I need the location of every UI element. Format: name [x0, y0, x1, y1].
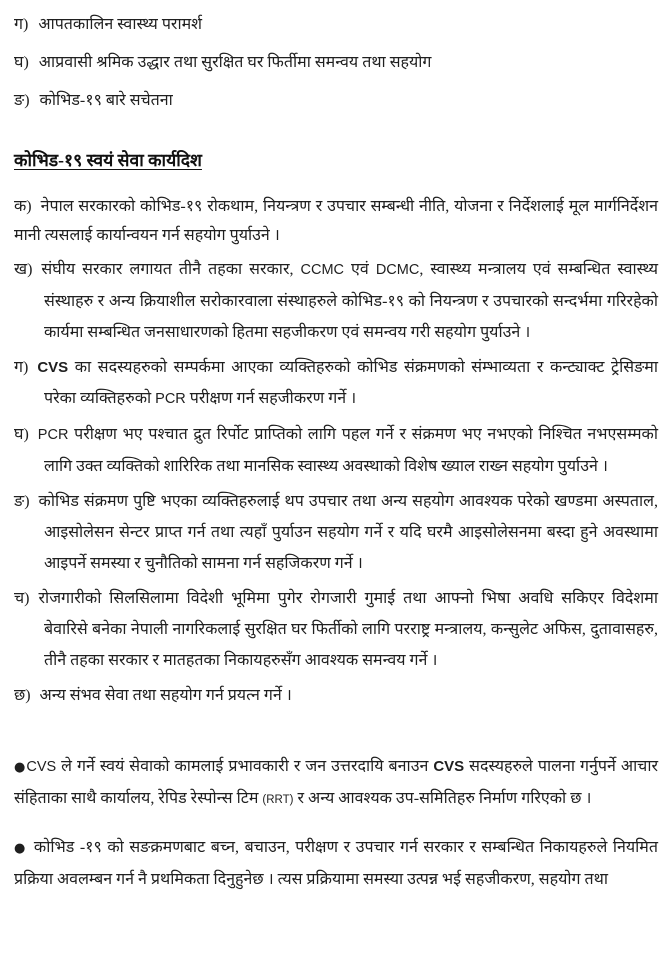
section-heading: कोभिड-१९ स्वयं सेवा कार्यदिश: [14, 150, 202, 170]
note-text-part: सदस्यहरुले पालना गर्नुपर्ने आचार संहिताका साथै कार्यालय, रेपिड रेस्पोन्स टिम: [14, 758, 659, 807]
item-text-part: परीक्षण गर्न सहजीकरण गर्ने ।: [185, 390, 357, 407]
item-marker: क): [14, 198, 32, 215]
bullet-icon: ●: [14, 760, 27, 775]
service-item-ga: [14, 14, 658, 36]
bullet-icon: ●: [14, 841, 27, 856]
item-marker: ख): [14, 261, 33, 278]
service-item-nga: [14, 90, 658, 112]
directive-item-ga: [14, 352, 658, 415]
directive-item-chha: [14, 680, 658, 711]
directive-item-gha: [14, 419, 658, 482]
acronym-rrt: (RRT): [262, 794, 294, 806]
item-text-part: एवं: [344, 261, 376, 278]
item-text-part: परीक्षण भए पश्चात द्रुत रिर्पोट प्राप्तिको लागि पहल गर्ने र संक्रमण भए नभएको निश्चित नभएसम्मको लागि उक्त व्यक्तिको शारिरिक तथा मानसिक स्वास्थ्य अवस्थाको विशेष ख्याल राख्न सहयोग पुर्याउने ।: [44, 426, 658, 475]
acronym-dcmc: DCMC: [375, 262, 420, 278]
service-list: [14, 14, 658, 112]
item-marker: च): [14, 590, 30, 607]
item-marker: ग): [14, 359, 29, 376]
service-item-gha: [14, 52, 658, 74]
item-text: नेपाल सरकारको कोभिड-१९ रोकथाम, नियन्त्रण र उपचार सम्बन्धी नीति, योजना र निर्देशलाई मूल मार्गनिर्देशन मानी त्यसलाई कार्यान्वयन गर्न सहयोग पुर्याउने ।: [14, 198, 658, 244]
acronym-pcr: PCR: [37, 427, 69, 443]
item-marker: घ): [14, 426, 29, 443]
item-marker: ङ): [14, 92, 30, 109]
item-text-part: का सदस्यहरुको सम्पर्कमा आएका व्यक्तिहरुको कोभिड संक्रमणको संम्भाव्यता र कन्ट्याक्ट ट्रेसिङमा परेका व्यक्तिहरुको: [44, 359, 658, 407]
directive-item-nga: [14, 486, 658, 579]
item-text: कोभिड संक्रमण पुष्टि भएका व्यक्तिहरुलाई थप उपचार तथा अन्य सहयोग आवश्यक परेको खण्डमा अस्पताल, आइसोलेसन सेन्टर प्राप्त गर्न तथा त्यहाँ पुर्याउन सहयोग गर्ने र यदि घरमै आइसोलेसनमा बस्दा हुने अवस्थामा आइपर्ने समस्या र चुनौतिको सामना गर्न सहजिकरण गर्ने ।: [38, 493, 658, 572]
note-bullet-2: [14, 832, 658, 895]
note-text: कोभिड -१९ को सङक्रमणबाट बच्न, बचाउन, परीक्षण र उपचार गर्न सरकार र सम्बन्धित निकायहरुले नियमित प्रक्रिया अवलम्बन गर्न नै प्रथमिकता दिनुहुनेछ । त्यस प्रक्रियामा समस्या उत्पन्न भई सहजीकरण, सहयोग तथा: [14, 839, 658, 888]
item-text-part: , स्वास्थ्य मन्त्रालय एवं सम्बन्धित स्वास्थ्य संस्थाहरु र अन्य क्रियाशील सरोकारवाला संस्थाहरुले कोभिड-१९ को नियन्त्रण र उपचारको सन्दर्भमा गरिरहेको कार्यमा सम्बन्धित जनसाधारणको हितमा सहजीकरण एवं समन्वय गरी सहयोग पुर्याउने ।: [44, 261, 658, 341]
item-text: रोजगारीको सिलसिलामा विदेशी भूमिमा पुगेर रोगजारी गुमाई तथा आफ्नो भिषा अवधि सकिएर विदेशमा बेवारिसे बनेका नेपाली नागरिकलाई सुरक्षित घर फिर्तीको लागि परराष्ट्र मन्त्रालय, कन्सुलेट अफिस, दुतावासहरु, तीनै तहका सरकार र मातहतका निकायहरुसँग आवश्यक समन्वय गर्ने ।: [38, 590, 658, 669]
directive-item-kha: [14, 254, 658, 348]
directive-item-ka: [14, 192, 658, 250]
item-text: अन्य संभव सेवा तथा सहयोग गर्न प्रयत्न गर्ने ।: [39, 687, 292, 704]
directive-item-cha: [14, 583, 658, 676]
note-text-part: र अन्य आवश्यक उप-समितिहरु निर्माण गरिएको छ ।: [293, 790, 592, 807]
item-marker: ङ): [14, 493, 30, 510]
item-text: आप्रवासी श्रमिक उद्धार तथा सुरक्षित घर फिर्तीमा समन्वय तथा सहयोग: [38, 54, 432, 71]
item-marker: घ): [14, 54, 29, 71]
acronym-cvs: CVS: [26, 759, 57, 775]
acronym-cvs: CVS: [37, 359, 69, 376]
acronym-cvs: CVS: [433, 758, 465, 775]
item-marker: ग): [14, 16, 29, 33]
note-text-part: ले गर्ने स्वयं सेवाको कामलाई प्रभावकारी र जन उत्तरदायि बनाउन: [56, 758, 434, 775]
item-marker: छ): [14, 687, 31, 704]
item-text: आपतकालिन स्वास्थ्य परामर्श: [38, 16, 203, 33]
acronym-ccmc: CCMC: [300, 262, 345, 278]
acronym-pcr: PCR: [155, 391, 186, 407]
item-text: कोभिड-१९ बारे सचेतना: [39, 92, 173, 109]
note-bullet-1: [14, 751, 658, 816]
item-text-part: संघीय सरकार लगायत तीनै तहका सरकार,: [41, 261, 301, 278]
